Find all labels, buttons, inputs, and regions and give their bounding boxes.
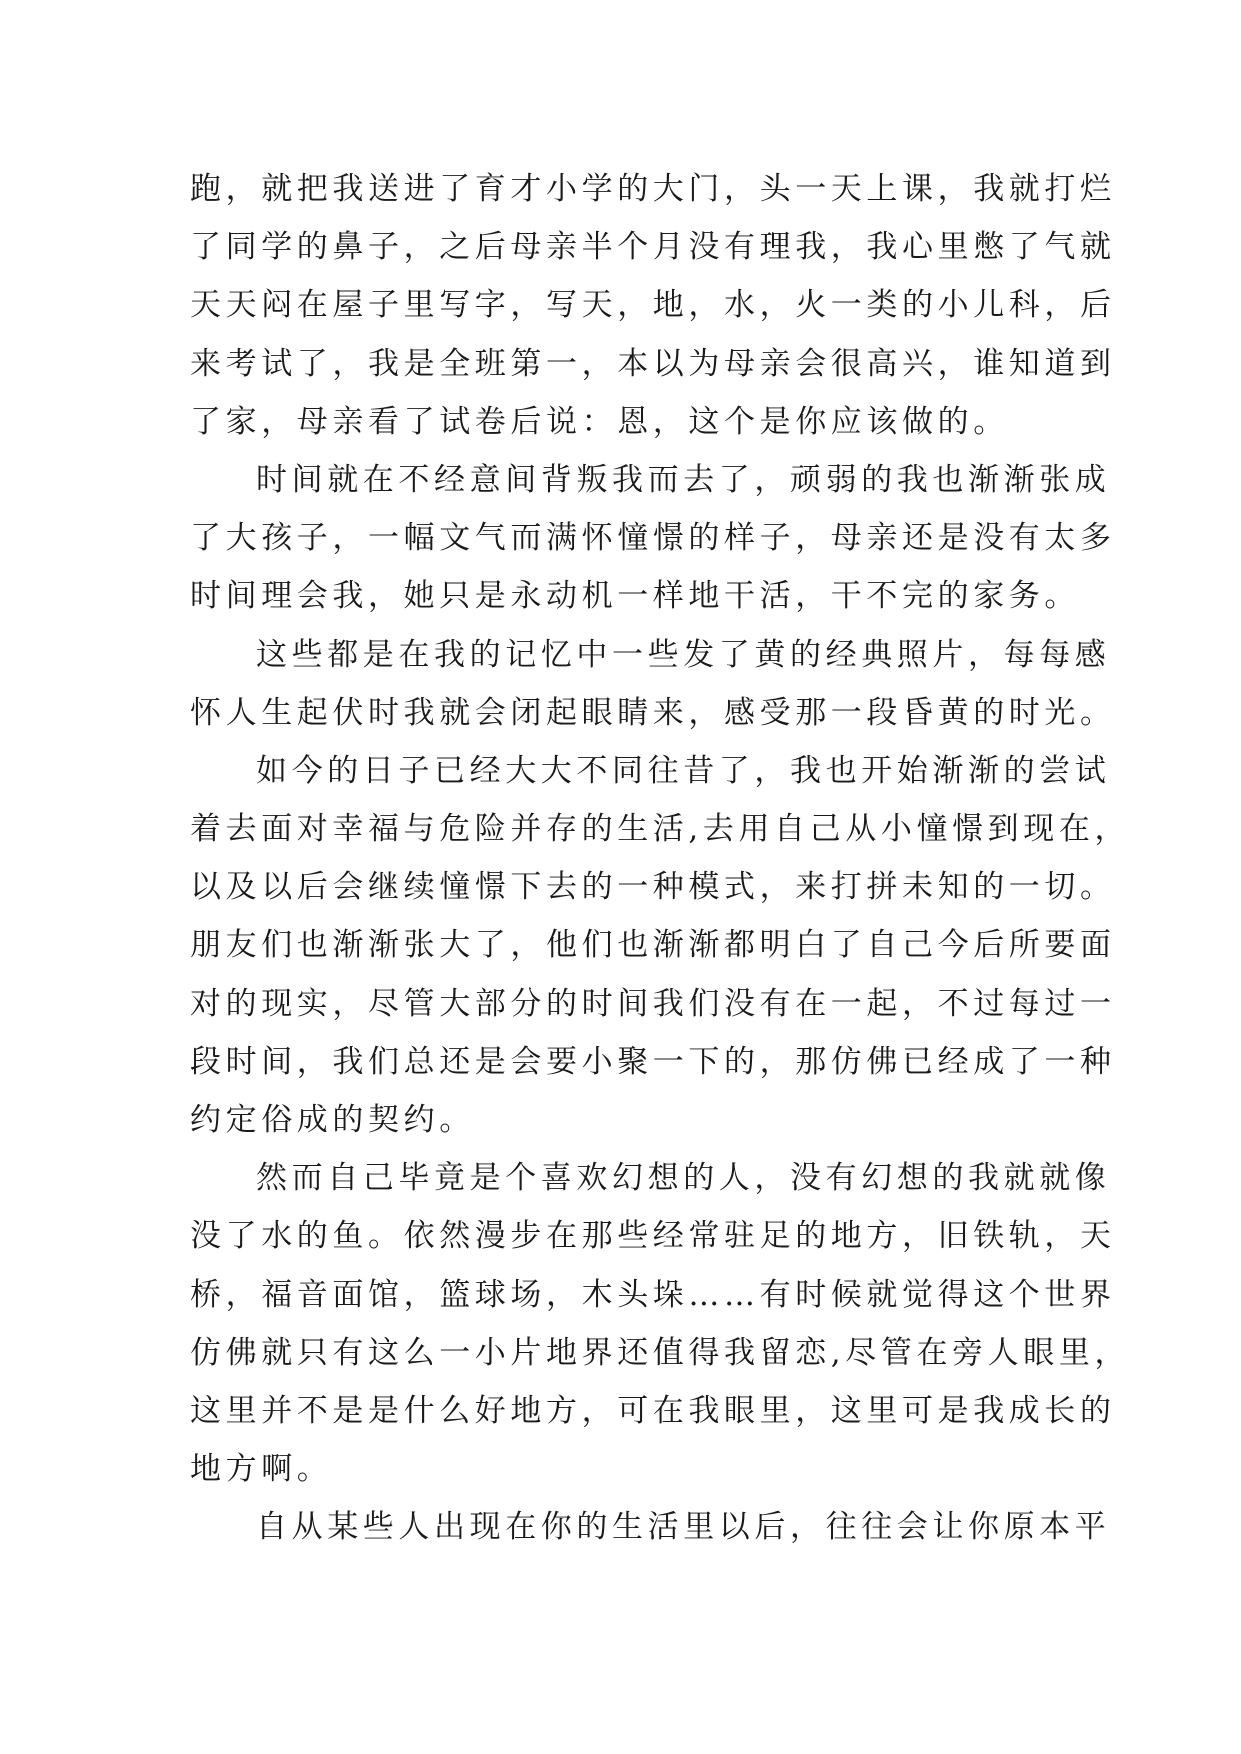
text-line: 以及以后会继续憧憬下去的一种模式，来打拼未知的一切。 [190,869,1116,906]
text-line: 自从某些人出现在你的生活里以后，往往会让你原本平 [256,1509,1111,1546]
paragraph [190,1149,1131,1498]
text-line: 怀人生起伏时我就会闭起眼睛来，感受那一段昏黄的时光。 [190,694,1116,731]
text-line: 时间就在不经意间背叛我而去了，顽弱的我也渐渐张成 [256,461,1111,498]
text-line: 跑，就把我送进了育才小学的大门，头一天上课，我就打烂 [190,171,1116,207]
text-line: 对的现实，尽管大部分的时间我们没有在一起，不过每过一 [190,985,1116,1022]
paragraph [190,1498,1111,1556]
text-line: 如今的日子已经大大不同往昔了，我也开始渐渐的尝试 [256,752,1111,789]
text-line: 约定俗成的契约。 [190,1102,475,1138]
text-line: 地方啊。 [190,1451,333,1488]
paragraph [190,160,1116,451]
text-line: 朋友们也渐渐张大了，他们也渐渐都明白了自己今后所要面 [190,927,1116,964]
text-line: 段时间，我们总还是会要小聚一下的，那仿佛已经成了一种 [190,1043,1116,1080]
paragraph [190,626,1116,742]
document-body [190,160,1131,1557]
paragraph [190,451,1116,626]
text-line: 时间理会我，她只是永动机一样地干活，干不完的家务。 [190,578,1080,615]
text-line: 了同学的鼻子，之后母亲半个月没有理我，我心里憋了气就 [190,229,1116,266]
text-line: 然而自己毕竟是个喜欢幻想的人，没有幻想的我就就像 [256,1160,1111,1197]
text-line: 桥，福音面馆，篮球场，木头垛……有时候就觉得这个世界 [190,1276,1116,1313]
text-line: 没了水的鱼。依然漫步在那些经常驻足的地方，旧铁轨，天 [190,1218,1116,1255]
text-line: 天天闷在屋子里写字，写天，地，水，火一类的小儿科，后 [190,287,1116,324]
paragraph [190,742,1131,1149]
text-line: 这里并不是是什么好地方，可在我眼里，这里可是我成长的 [190,1392,1116,1429]
text-line: 来考试了，我是全班第一，本以为母亲会很高兴，谁知道到 [190,345,1116,382]
text-line: 这些都是在我的记忆中一些发了黄的经典照片，每每感 [256,636,1111,673]
text-line: 了家，母亲看了试卷后说：恩，这个是你应该做的。 [190,403,1009,440]
text-line: 着去面对幸福与危险并存的生活,去用自己从小憧憬到现在， [190,811,1131,848]
text-line: 仿佛就只有这么一小片地界还值得我留恋,尽管在旁人眼里， [190,1334,1131,1371]
text-line: 了大孩子，一幅文气而满怀憧憬的样子，母亲还是没有太多 [190,520,1116,557]
